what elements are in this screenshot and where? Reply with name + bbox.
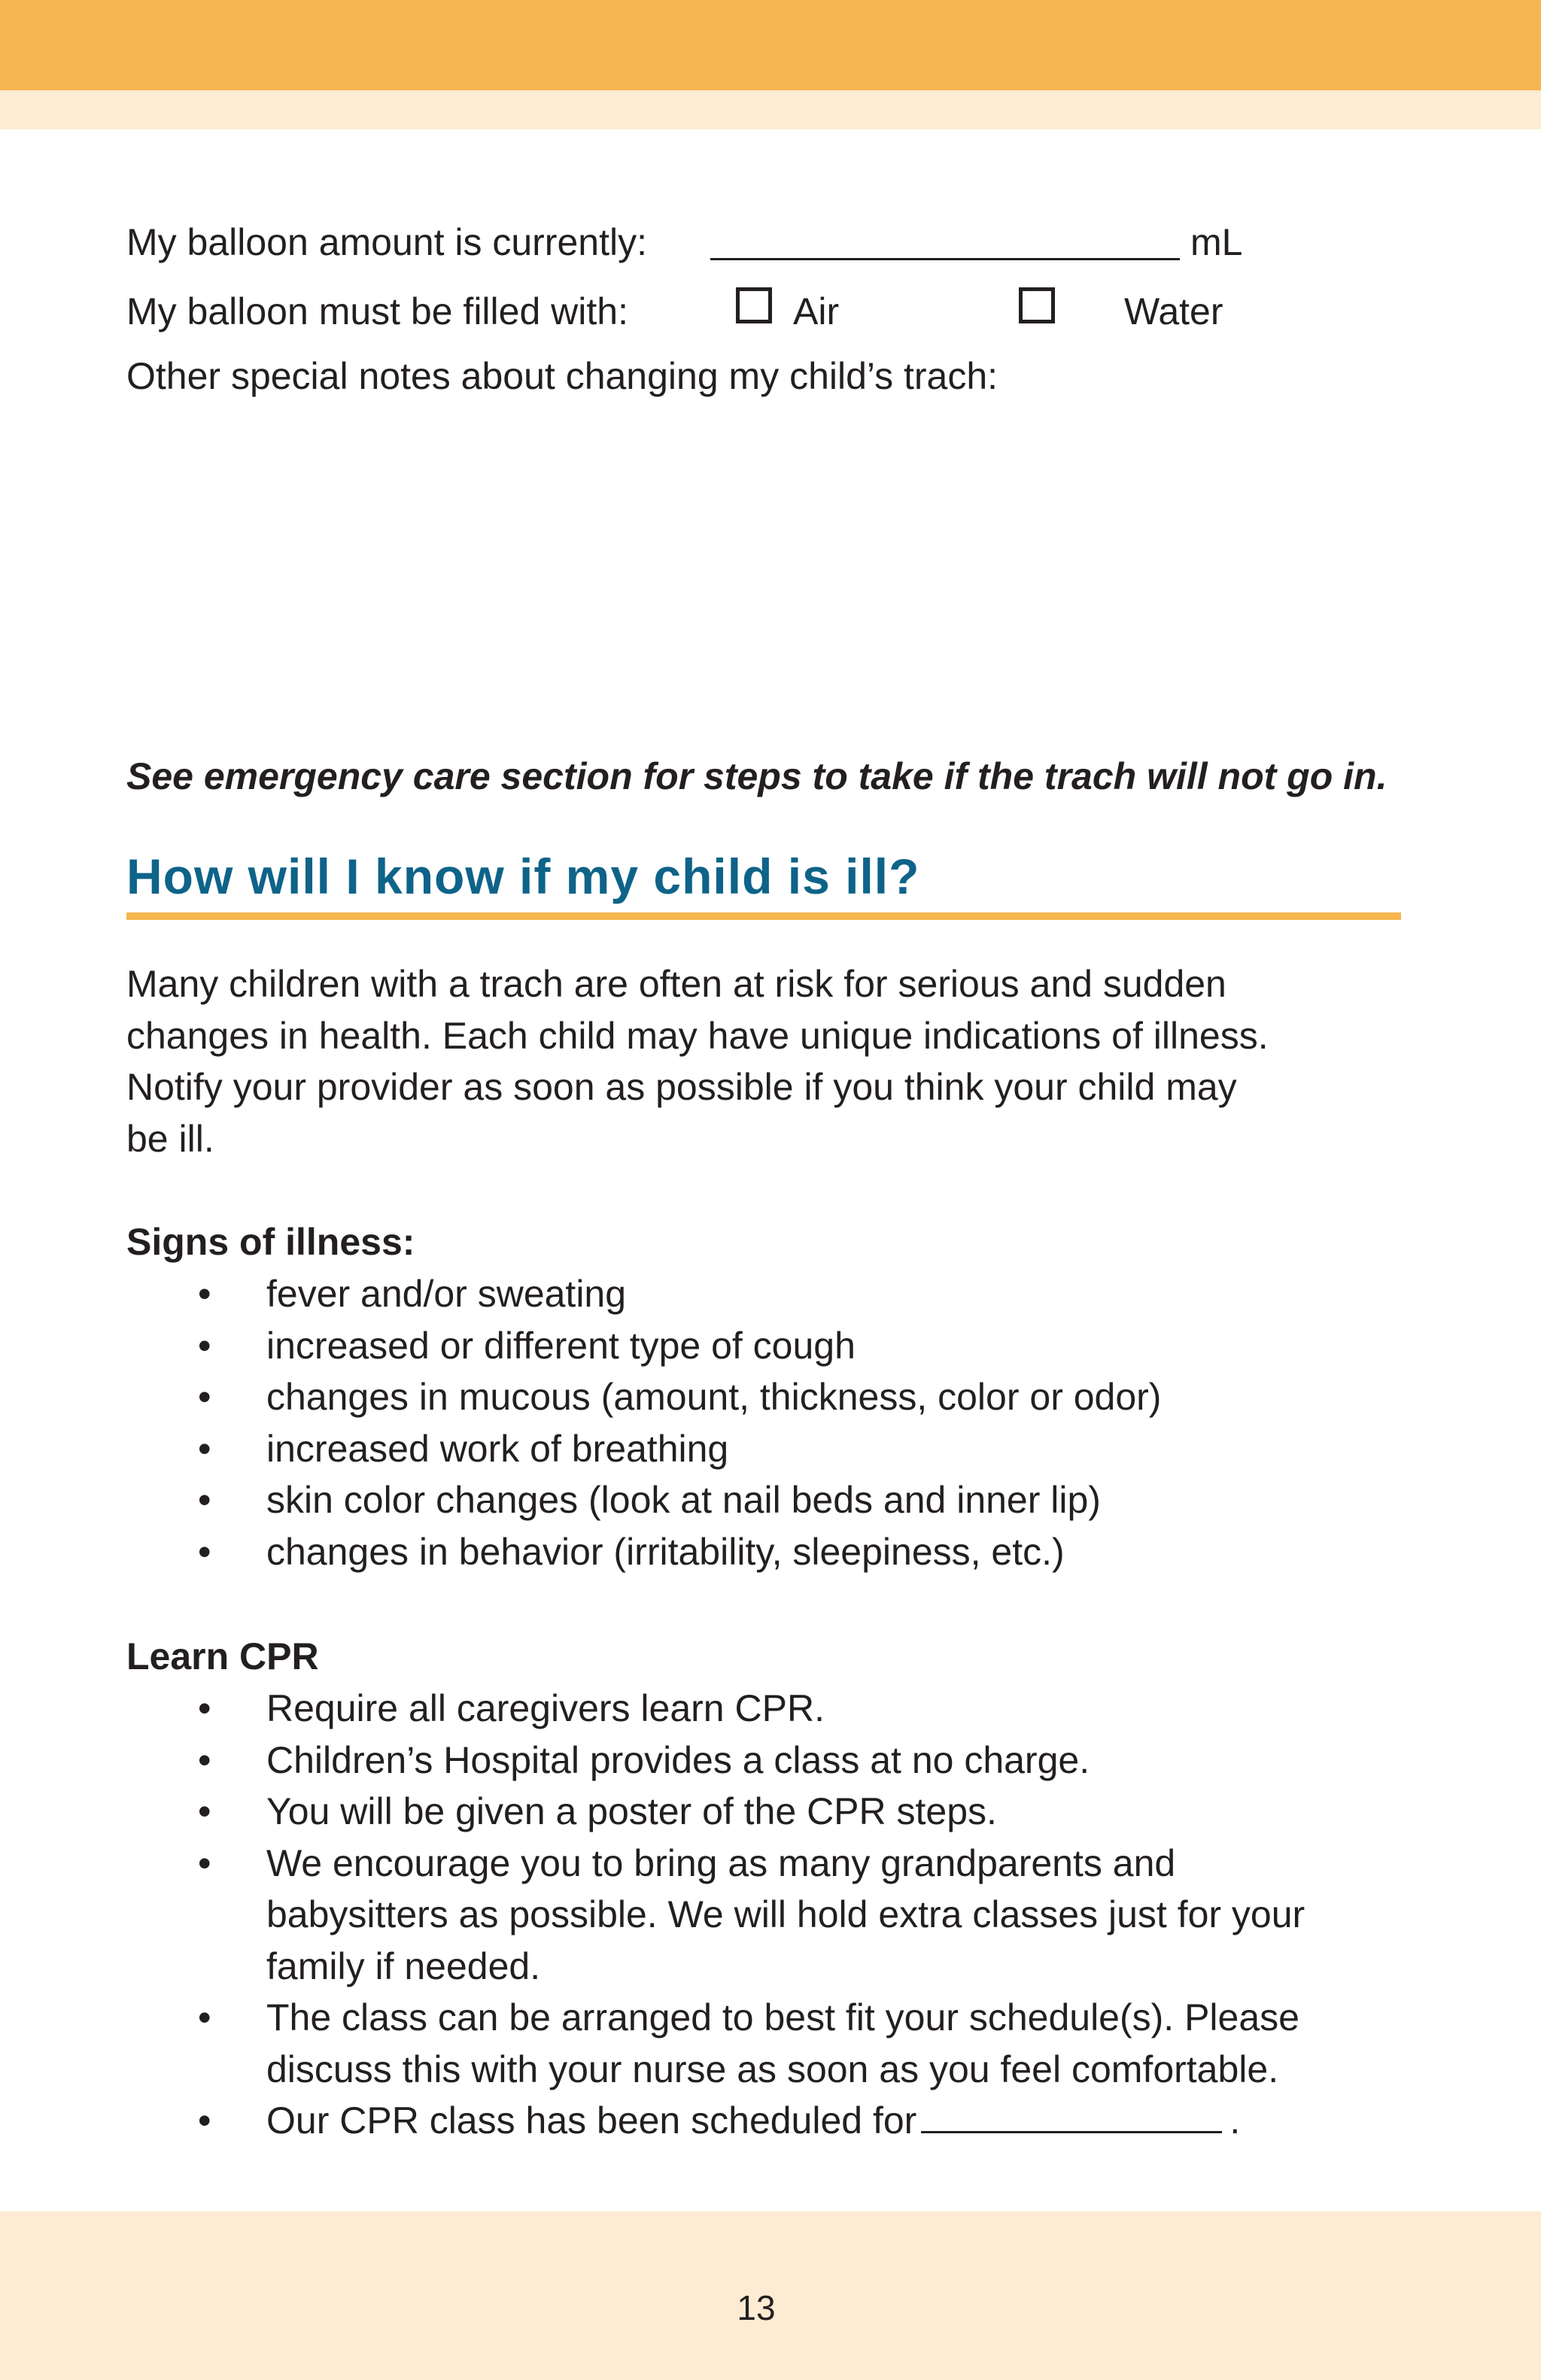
list-item [126, 1371, 1406, 1423]
list-item-text: changes in mucous (amount, thickness, color or odor) [266, 1376, 1162, 1418]
signs-list [126, 1268, 1406, 1577]
intro-paragraph [126, 958, 1406, 1164]
list-item-text: We encourage you to bring as many grandparents and [266, 1841, 1176, 1884]
balloon-amount-field[interactable] [710, 258, 1180, 260]
list-item-text: fever and/or sweating [266, 1273, 627, 1315]
list-item-text: You will be given a poster of the CPR steps. [266, 1790, 997, 1832]
balloon-amount-unit: mL [1190, 221, 1243, 263]
list-item-text: babysitters as possible. We will hold extra classes just for your [266, 1893, 1305, 1935]
signs-heading: Signs of illness: [126, 1221, 415, 1263]
list-item-text: Children’s Hospital provides a class at no charge. [266, 1738, 1090, 1781]
balloon-fill-label: My balloon must be filled with: [126, 290, 628, 332]
bullet: • [198, 1738, 211, 1781]
list-item [126, 1423, 1406, 1475]
title-underline [126, 912, 1401, 920]
bullet: • [198, 2099, 211, 2142]
intro-line: changes in health. Each child may have unique indications of illness. [126, 1014, 1269, 1057]
list-item-text: Require all caregivers learn CPR. [266, 1687, 825, 1729]
bullet: • [198, 1530, 211, 1573]
list-item-text: skin color changes (look at nail beds and inner lip) [266, 1479, 1101, 1521]
bullet: • [198, 1687, 211, 1729]
header-band [0, 0, 1541, 90]
list-item [126, 1268, 1406, 1320]
bullet: • [198, 1790, 211, 1832]
period-text: . [1229, 2099, 1241, 2142]
list-item-text: increased work of breathing [266, 1427, 729, 1470]
intro-line: Many children with a trach are often at risk for serious and sudden [126, 963, 1226, 1005]
section-title: How will I know if my child is ill? [126, 848, 920, 904]
intro-line: be ill. [126, 1117, 214, 1160]
list-item-text: Our CPR class has been scheduled for [266, 2099, 917, 2142]
cpr-list [126, 1683, 1406, 2147]
water-checkbox[interactable] [1019, 287, 1055, 323]
intro-line: Notify your provider as soon as possible if you think your child may [126, 1066, 1237, 1108]
page-number: 13 [737, 2288, 776, 2327]
special-notes-label: Other special notes about changing my child’s trach: [126, 355, 998, 397]
bullet: • [198, 1479, 211, 1521]
bullet: • [198, 1376, 211, 1418]
list-item [126, 1320, 1406, 1372]
list-item [126, 1683, 1406, 1735]
air-checkbox[interactable] [736, 287, 772, 323]
list-item-text: The class can be arranged to best fit your schedule(s). Please [266, 1996, 1299, 2038]
list-item-text: increased or different type of cough [266, 1324, 856, 1367]
list-item [126, 1735, 1406, 1787]
emergency-care-note: See emergency care section for steps to take if the trach will not go in. [126, 755, 1388, 797]
bullet: • [198, 1996, 211, 2038]
cpr-date-field[interactable] [921, 2098, 1222, 2133]
balloon-amount-label: My balloon amount is currently: [126, 221, 647, 263]
list-item [126, 1838, 1406, 1993]
list-item-text: discuss this with your nurse as soon as you feel comfortable. [266, 2048, 1279, 2090]
list-item-text: changes in behavior (irritability, sleepiness, etc.) [266, 1530, 1065, 1573]
cpr-heading: Learn CPR [126, 1635, 319, 1677]
list-item [126, 1526, 1406, 1578]
list-item [126, 2095, 1406, 2147]
bullet: • [198, 1324, 211, 1367]
list-item-text: family if needed. [266, 1944, 541, 1987]
air-option-label: Air [793, 290, 840, 332]
bullet: • [198, 1841, 211, 1884]
bullet: • [198, 1427, 211, 1470]
header-band-light [0, 90, 1541, 129]
list-item [126, 1992, 1406, 2095]
bullet: • [198, 1273, 211, 1315]
list-item [126, 1786, 1406, 1838]
list-item [126, 1474, 1406, 1526]
special-notes-area[interactable] [126, 406, 1406, 722]
water-option-label: Water [1124, 290, 1223, 332]
